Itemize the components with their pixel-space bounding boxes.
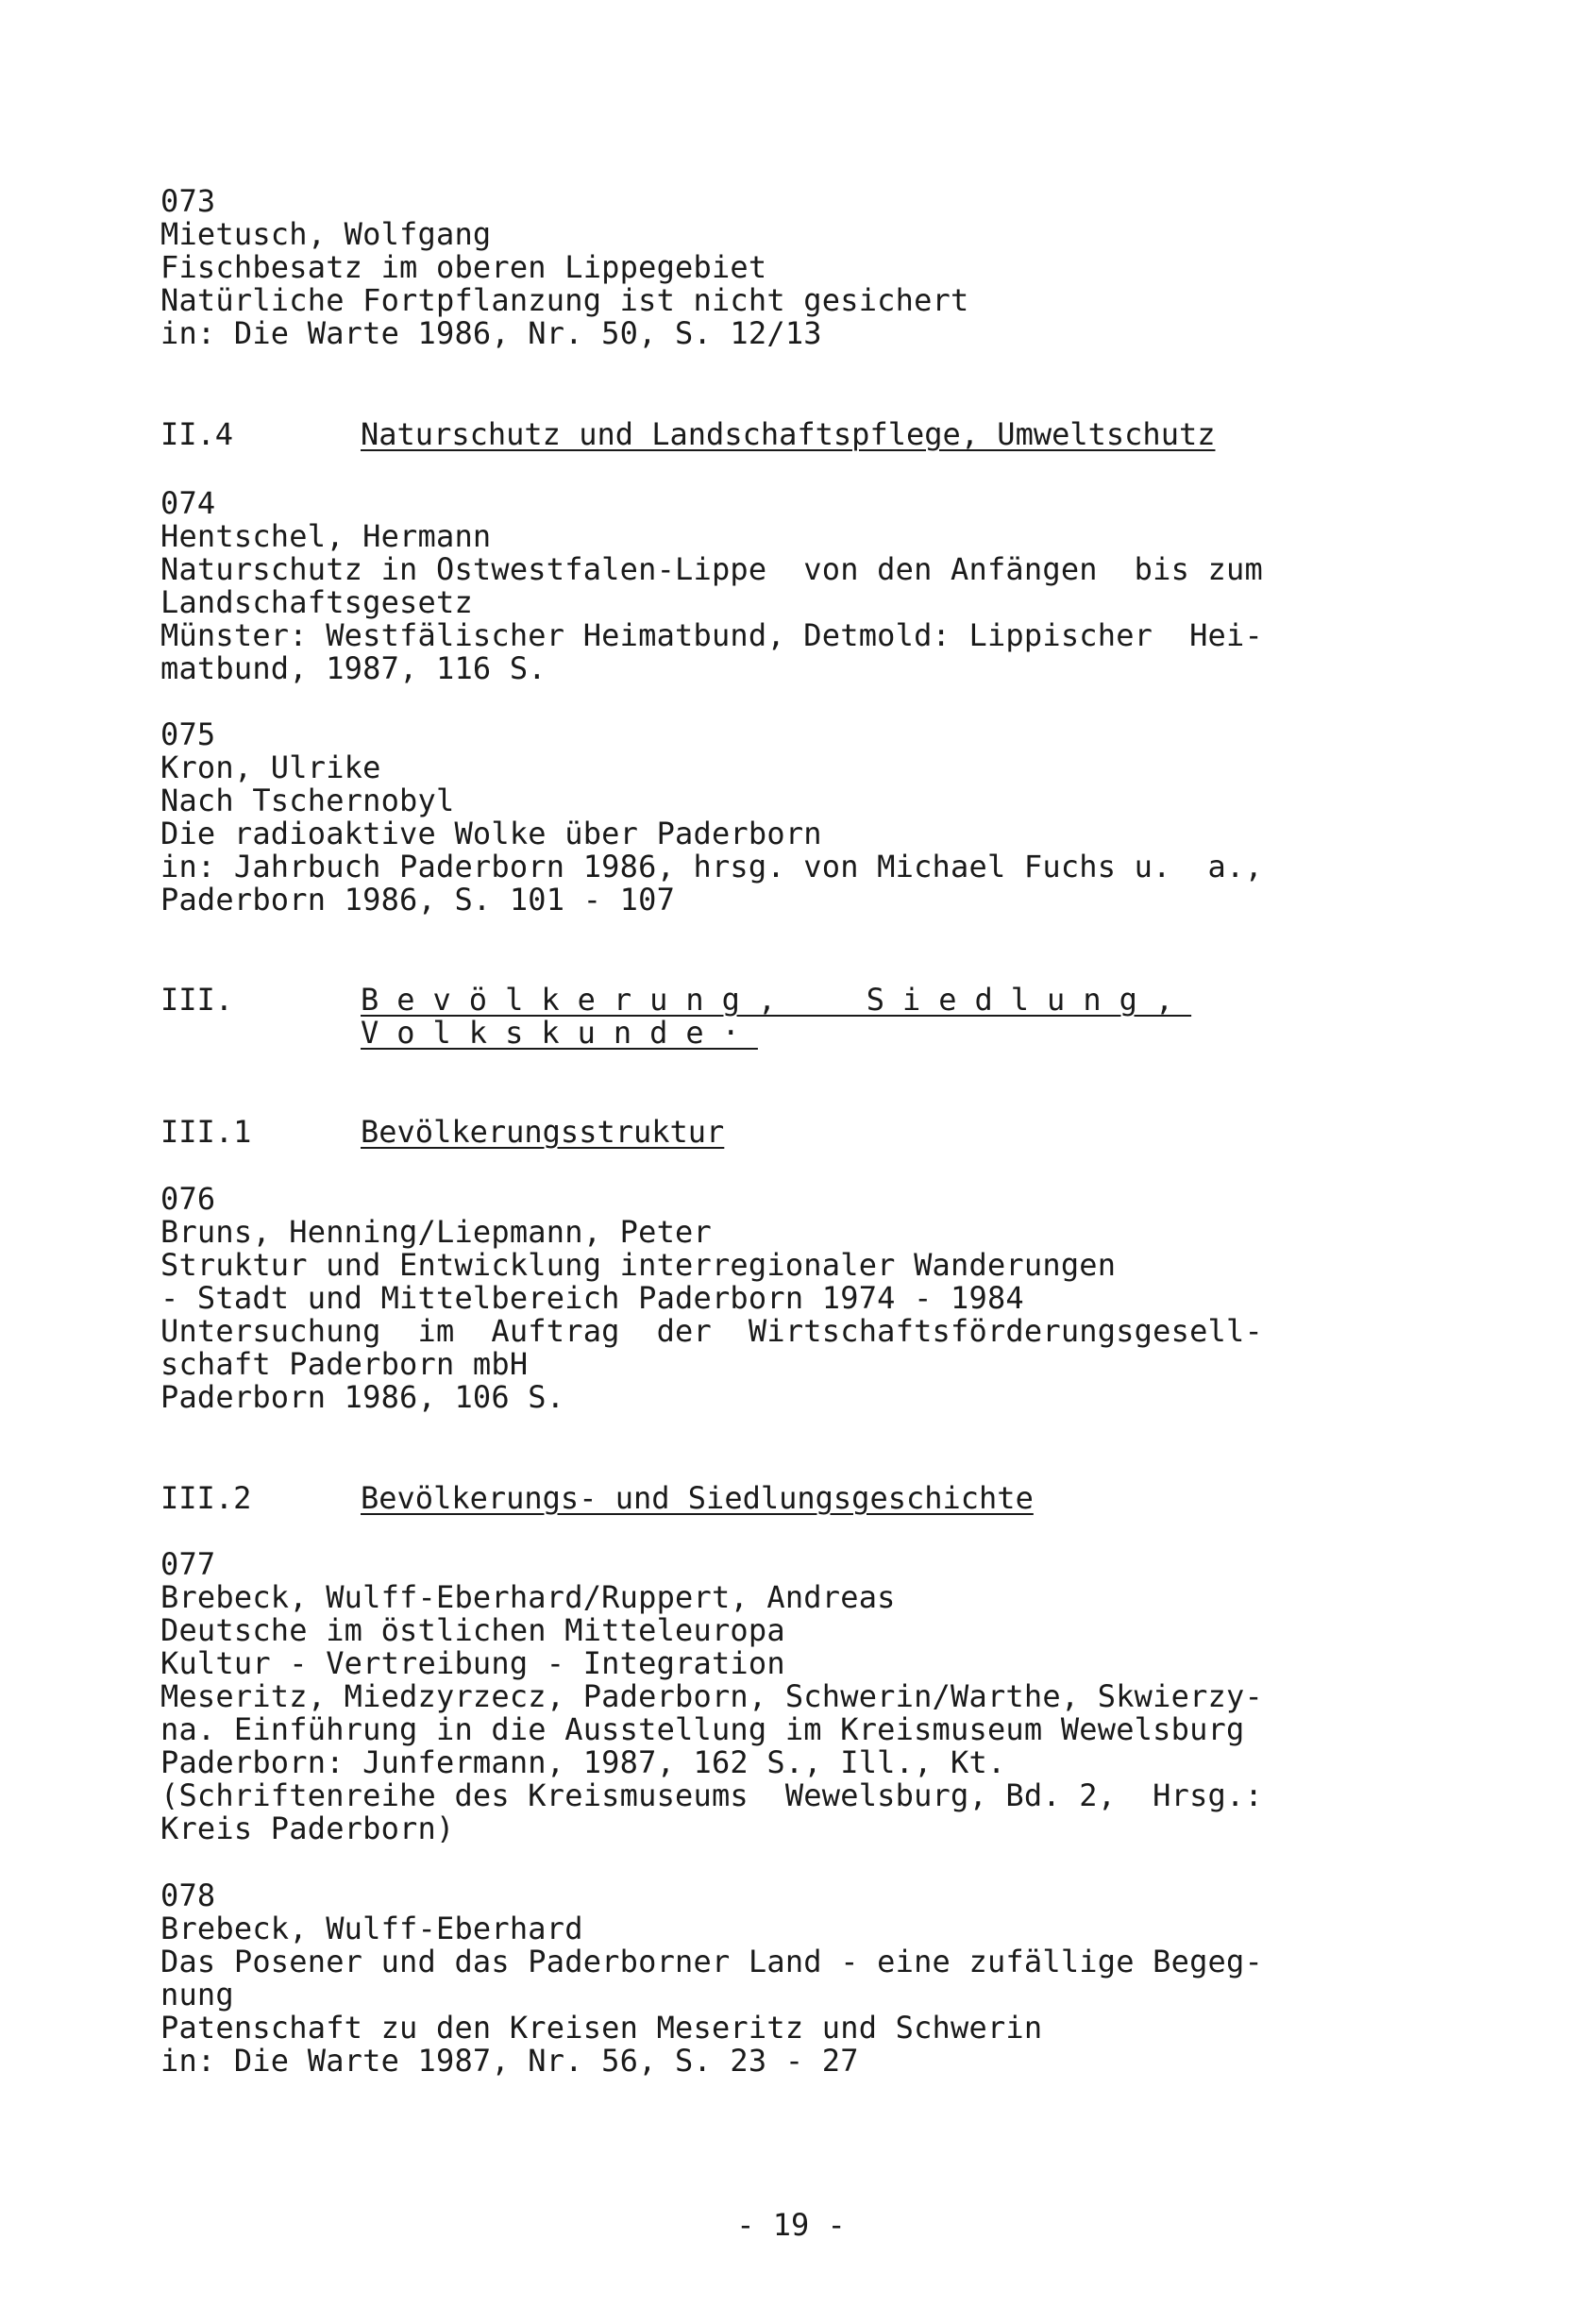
entry-author: Brebeck, Wulff-Eberhard/Ruppert, Andreas bbox=[160, 1579, 896, 1615]
section-title-cont: Volkskunde· bbox=[361, 1015, 758, 1051]
entry-subtitle: Patenschaft zu den Kreisen Meseritz und Schwerin bbox=[160, 2010, 1043, 2046]
entry-title-cont: nung bbox=[160, 1977, 234, 2012]
entry-title: Naturschutz in Ostwestfalen-Lippe von den Anfängen bis zum bbox=[160, 551, 1263, 587]
entry-number: 074 bbox=[160, 485, 216, 521]
section-number: III. bbox=[160, 982, 234, 1018]
section-number: III.1 bbox=[160, 1114, 252, 1150]
section-title: Bevölkerung, Siedlung, bbox=[361, 982, 1192, 1018]
entry-source: in: Die Warte 1986, Nr. 50, S. 12/13 bbox=[160, 315, 822, 351]
entry-title-cont: Landschaftsgesetz bbox=[160, 584, 473, 620]
entry-note-cont: na. Einführung in die Ausstellung im Kreismuseum Wewelsburg bbox=[160, 1711, 1245, 1747]
section-number: II.4 bbox=[160, 416, 234, 452]
entry-title: Nach Tschernobyl bbox=[160, 783, 455, 818]
entry-subtitle: Die radioaktive Wolke über Paderborn bbox=[160, 816, 822, 851]
entry-subtitle: Kultur - Vertreibung - Integration bbox=[160, 1645, 785, 1681]
entry-publisher-cont: matbund, 1987, 116 S. bbox=[160, 650, 547, 686]
entry-author: Hentschel, Hermann bbox=[160, 518, 492, 554]
entry-number: 078 bbox=[160, 1878, 216, 1913]
entry-author: Brebeck, Wulff-Eberhard bbox=[160, 1911, 583, 1946]
section-title: Naturschutz und Landschaftspflege, Umweltschutz bbox=[361, 416, 1216, 452]
entry-source-cont: Paderborn 1986, S. 101 - 107 bbox=[160, 882, 676, 918]
entry-number: 076 bbox=[160, 1181, 216, 1217]
entry-title: Struktur und Entwicklung interregionaler Wanderungen bbox=[160, 1247, 1117, 1283]
entry-number: 073 bbox=[160, 183, 216, 219]
entry-publisher: Paderborn: Junfermann, 1987, 162 S., Ill., Kt. bbox=[160, 1744, 1006, 1780]
entry-source: Paderborn 1986, 106 S. bbox=[160, 1379, 565, 1415]
entry-author: Mietusch, Wolfgang bbox=[160, 216, 492, 252]
entry-title: Fischbesatz im oberen Lippegebiet bbox=[160, 249, 767, 285]
entry-subtitle: Natürliche Fortpflanzung ist nicht gesichert bbox=[160, 282, 969, 318]
section-title: Bevölkerungsstruktur bbox=[361, 1114, 725, 1150]
entry-title: Deutsche im östlichen Mitteleuropa bbox=[160, 1612, 785, 1648]
entry-series: (Schriftenreihe des Kreismuseums Wewelsburg, Bd. 2, Hrsg.: bbox=[160, 1777, 1263, 1813]
entry-note: Meseritz, Miedzyrzecz, Paderborn, Schwerin/Warthe, Skwierzy- bbox=[160, 1678, 1263, 1714]
entry-series-cont: Kreis Paderborn) bbox=[160, 1810, 455, 1846]
entry-title: Das Posener und das Paderborner Land - eine zufällige Begeg- bbox=[160, 1944, 1263, 1979]
entry-author: Bruns, Henning/Liepmann, Peter bbox=[160, 1214, 712, 1250]
entry-publisher: Münster: Westfälischer Heimatbund, Detmold: Lippischer Hei- bbox=[160, 617, 1263, 653]
entry-source: in: Die Warte 1987, Nr. 56, S. 23 - 27 bbox=[160, 2043, 859, 2079]
entry-number: 077 bbox=[160, 1546, 216, 1582]
entry-note: Untersuchung im Auftrag der Wirtschaftsförderungsgesell- bbox=[160, 1313, 1263, 1349]
section-title: Bevölkerungs- und Siedlungsgeschichte bbox=[361, 1480, 1034, 1516]
entry-author: Kron, Ulrike bbox=[160, 749, 381, 785]
entry-source: in: Jahrbuch Paderborn 1986, hrsg. von Michael Fuchs u. a., bbox=[160, 849, 1263, 884]
page-number: - 19 - bbox=[736, 2207, 846, 2243]
entry-number: 075 bbox=[160, 716, 216, 752]
entry-subtitle: - Stadt und Mittelbereich Paderborn 1974 - 1984 bbox=[160, 1280, 1024, 1316]
entry-note-cont: schaft Paderborn mbH bbox=[160, 1346, 529, 1382]
section-number: III.2 bbox=[160, 1480, 252, 1516]
